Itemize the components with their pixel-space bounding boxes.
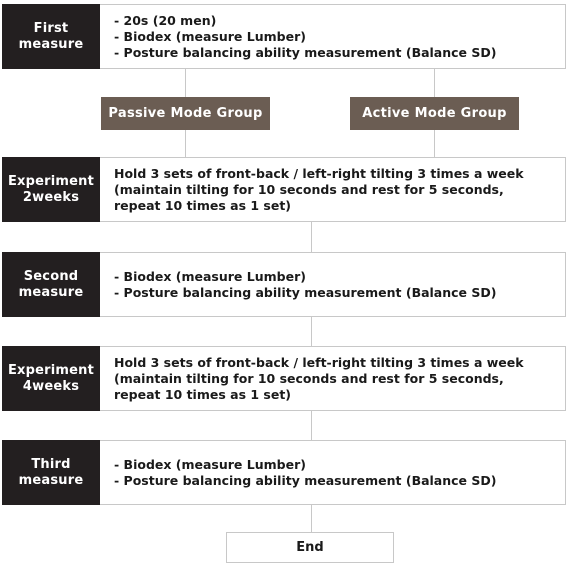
connector-first-to-passive [185, 69, 186, 97]
content-line: - Biodex (measure Lumber) [114, 28, 306, 44]
label-line: 2weeks [22, 189, 80, 205]
content-line: (maintain tilting for 10 seconds and rest for 5 seconds, [114, 181, 504, 197]
step-exp2-content [100, 157, 566, 222]
label-line: 4weeks [22, 378, 80, 394]
step-first-measure [2, 4, 566, 69]
step-second-label [2, 252, 100, 317]
connector-third-to-end [311, 505, 312, 532]
step-second-content [100, 252, 566, 317]
connector-exp2-to-second [311, 222, 312, 252]
connector-active-to-exp2 [434, 130, 435, 157]
content-line: - Biodex (measure Lumber) [114, 456, 306, 472]
label-line: Experiment [7, 173, 95, 189]
step-first-content [100, 4, 566, 69]
connector-exp4-to-third [311, 411, 312, 440]
connector-passive-to-exp2 [185, 130, 186, 157]
label-line: Third [31, 456, 71, 472]
step-first-label [2, 4, 100, 69]
content-line: - Biodex (measure Lumber) [114, 268, 306, 284]
end-label: End [296, 540, 324, 555]
step-exp4-content [100, 346, 566, 411]
connector-first-to-active [434, 69, 435, 97]
step-third-content [100, 440, 566, 505]
label-line: measure [18, 36, 84, 52]
step-exp2-label [2, 157, 100, 222]
content-line: - Posture balancing ability measurement (Balance SD) [114, 472, 497, 488]
label-line: measure [18, 284, 84, 300]
label-line: Second [23, 268, 79, 284]
content-line: repeat 10 times as 1 set) [114, 386, 292, 402]
group-label: Passive Mode Group [108, 106, 263, 121]
content-line: (maintain tilting for 10 seconds and rest for 5 seconds, [114, 370, 504, 386]
label-line: measure [18, 472, 84, 488]
step-experiment-4weeks [2, 346, 566, 411]
content-line: - Posture balancing ability measurement (Balance SD) [114, 284, 497, 300]
group-label: Active Mode Group [362, 106, 507, 121]
label-line: Experiment [7, 362, 95, 378]
step-exp4-label [2, 346, 100, 411]
step-end [226, 532, 394, 563]
step-experiment-2weeks [2, 157, 566, 222]
step-third-label [2, 440, 100, 505]
content-line: Hold 3 sets of front-back / left-right tilting 3 times a week [114, 165, 524, 181]
connector-second-to-exp4 [311, 317, 312, 346]
content-line: - 20s (20 men) [114, 12, 217, 28]
content-line: - Posture balancing ability measurement (Balance SD) [114, 44, 497, 60]
passive-mode-group [101, 97, 270, 130]
step-second-measure [2, 252, 566, 317]
content-line: Hold 3 sets of front-back / left-right tilting 3 times a week [114, 354, 524, 370]
content-line: repeat 10 times as 1 set) [114, 197, 292, 213]
step-third-measure [2, 440, 566, 505]
active-mode-group [350, 97, 519, 130]
label-line: First [33, 20, 69, 36]
